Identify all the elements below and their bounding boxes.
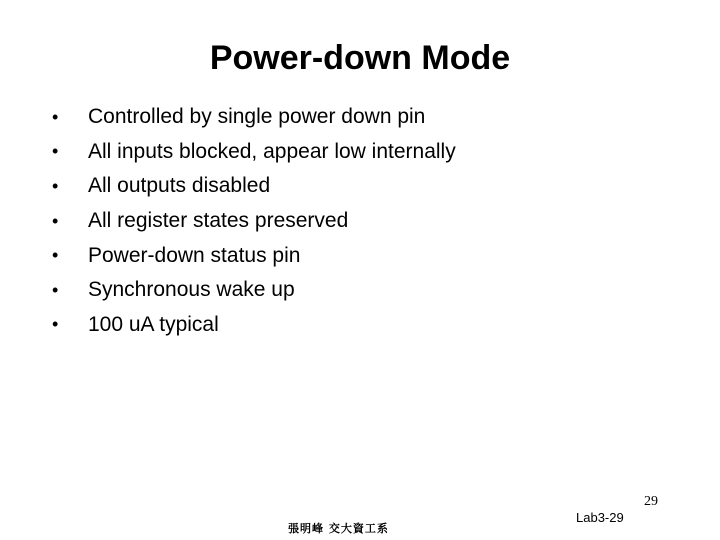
bullet-text: Synchronous wake up: [88, 278, 295, 302]
bullet-icon: •: [52, 279, 59, 300]
bullet-text: Power-down status pin: [88, 243, 301, 267]
bullet-icon: •: [52, 175, 59, 196]
bullet-item: [52, 169, 456, 204]
bullet-icon: •: [52, 245, 59, 266]
bullet-icon: •: [52, 106, 59, 127]
bullet-item: [52, 135, 456, 170]
bullet-item: [52, 238, 456, 273]
bullet-text: All outputs disabled: [88, 174, 271, 198]
footer-author: 張明峰 交大資工系: [288, 522, 389, 535]
footer-lab-label: Lab3-29: [576, 510, 624, 525]
bullet-item: [52, 308, 456, 343]
bullet-icon: •: [52, 210, 59, 231]
bullet-text: All register states preserved: [88, 209, 349, 233]
bullet-text: Controlled by single power down pin: [88, 105, 426, 129]
bullet-item: [52, 100, 456, 135]
slide-page-number: 29: [644, 494, 658, 509]
bullet-list: [52, 100, 456, 342]
bullet-icon: •: [52, 314, 59, 335]
bullet-item: [52, 204, 456, 239]
bullet-icon: •: [52, 141, 59, 162]
bullet-text: All inputs blocked, appear low internally: [88, 139, 456, 163]
slide-title: Power-down Mode: [209, 39, 511, 77]
bullet-item: [52, 273, 456, 308]
bullet-text: 100 uA typical: [88, 312, 219, 336]
